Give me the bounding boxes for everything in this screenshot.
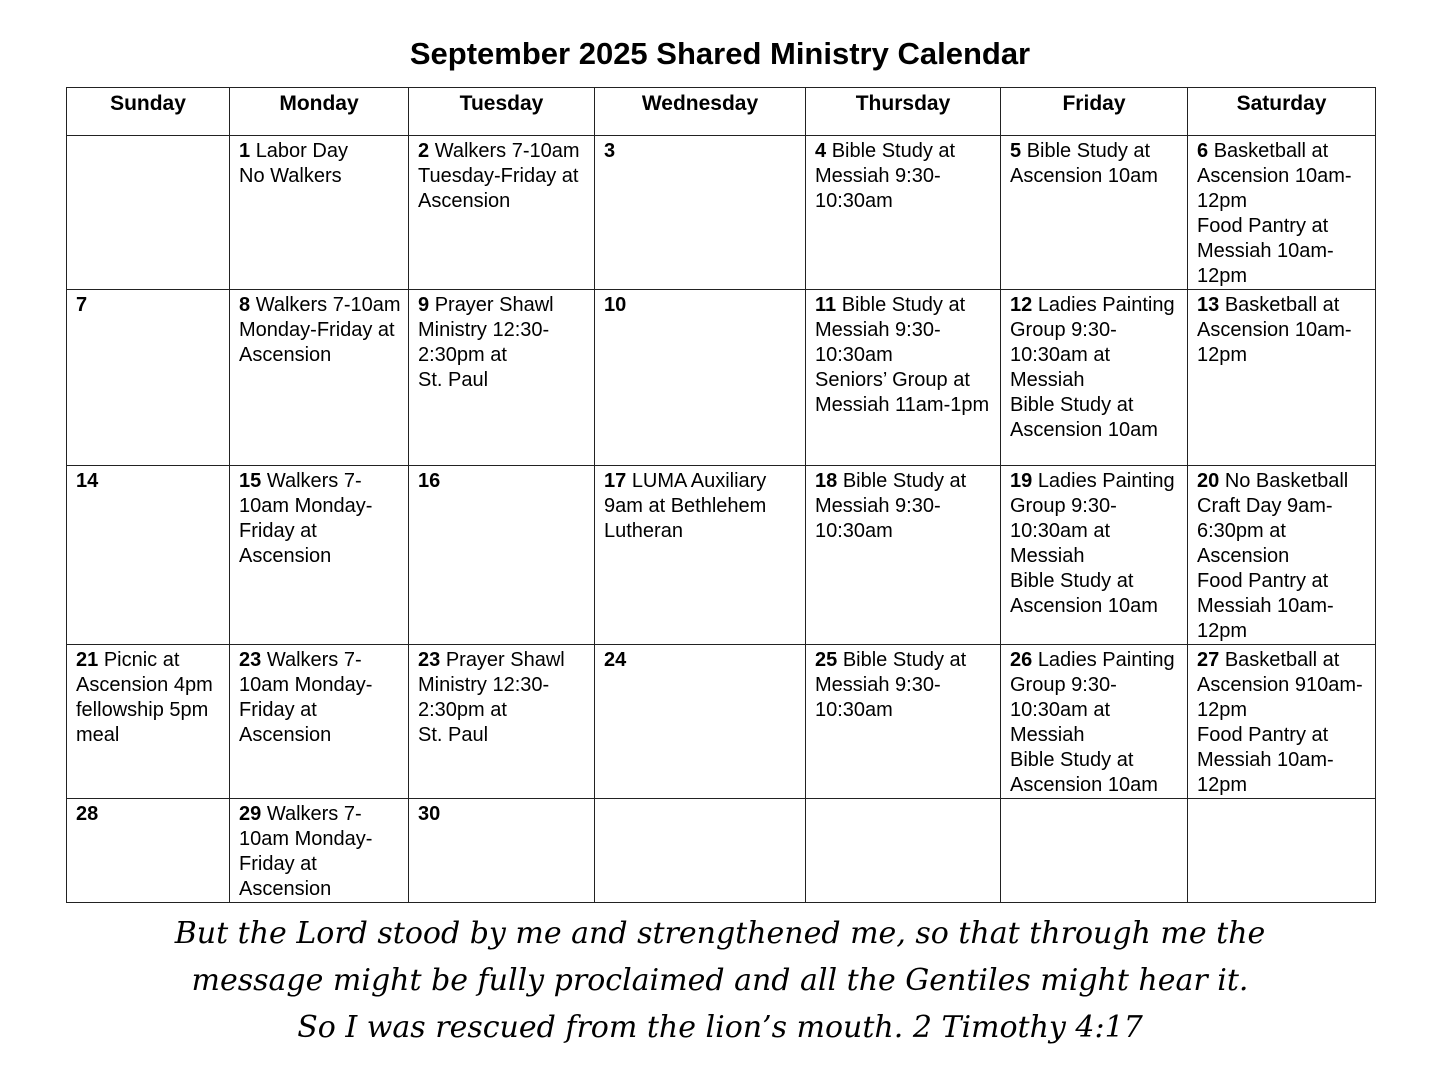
event-text: Walkers 7-10am Monday-Friday at Ascension [239,294,401,366]
week-row [67,290,1376,466]
calendar-grid [66,87,1376,903]
day-number: 12 [1010,294,1033,316]
day-cell [1188,290,1376,466]
day-number: 5 [1010,140,1022,162]
day-cell [1001,290,1188,466]
day-cell [1001,466,1188,645]
weekday-header: Thursday [806,88,1001,136]
event-text: St. Paul [418,369,489,391]
day-number: 11 [815,294,837,316]
day-cell [806,290,1001,466]
event-text: Walkers 7-10am Monday-Friday at Ascension [239,803,373,900]
event-text: Bible Study at Messiah 9:30-10:30am [815,649,967,721]
event-text: Ladies Painting Group 9:30-10:30am at Messiah [1010,294,1175,391]
weekday-header: Friday [1001,88,1188,136]
day-cell [595,645,806,799]
event-text: Walkers 7-10am Monday-Friday at Ascension [239,649,373,746]
event-text: Ladies Painting Group 9:30-10:30am at Messiah [1010,649,1175,746]
day-number: 29 [239,803,262,825]
event-text: Bible Study at Messiah 9:30-10:30am [815,294,966,366]
day-number: 7 [76,294,88,316]
event-text: Walkers 7-10am Tuesday-Friday at Ascension [418,140,580,212]
day-number: 23 [418,649,441,671]
week-row [67,136,1376,290]
event-text: No Walkers [239,165,342,187]
day-cell [806,799,1001,903]
day-number: 1 [239,140,251,162]
day-number: 26 [1010,649,1033,671]
day-number: 21 [76,649,99,671]
day-number: 2 [418,140,430,162]
event-text: LUMA Auxiliary 9am at Bethlehem Lutheran [604,470,767,542]
day-cell [67,799,230,903]
day-cell [409,466,595,645]
event-text: Walkers 7-10am Monday-Friday at Ascension [239,470,373,567]
event-text: St. Paul [418,724,489,746]
day-cell [806,466,1001,645]
day-cell [230,136,409,290]
event-text: Picnic at Ascension 4pm fellowship 5pm meal [76,649,213,746]
day-cell [230,645,409,799]
verse-line: So I was rescued from the lion’s mouth. 2 Timothy 4:17 [297,1010,1143,1045]
week-row [67,645,1376,799]
day-number: 16 [418,470,441,492]
week-row [67,799,1376,903]
day-number: 13 [1197,294,1220,316]
verse-line: message might be fully proclaimed and all the Gentiles might hear it. [191,963,1249,998]
day-cell [1001,645,1188,799]
weekday-header: Saturday [1188,88,1376,136]
day-cell [806,645,1001,799]
event-text: Basketball at Ascension 10am-12pm [1197,294,1352,366]
day-cell [67,290,230,466]
day-number: 14 [76,470,99,492]
day-cell [1188,136,1376,290]
weekday-header: Monday [230,88,409,136]
event-text: No Basketball [1224,470,1349,492]
day-cell [409,799,595,903]
event-text: Food Pantry at Messiah 10am-12pm [1197,570,1334,642]
event-text: Bible Study at Messiah 9:30-10:30am [815,470,967,542]
event-text: Bible Study at Ascension 10am [1010,140,1158,187]
event-text: Bible Study at Ascension 10am [1010,394,1158,441]
event-text: Prayer Shawl Ministry 12:30-2:30pm at [418,294,554,366]
day-cell [230,290,409,466]
scripture-verse [0,910,1440,1051]
week-row [67,466,1376,645]
day-number: 30 [418,803,441,825]
day-cell [1001,799,1188,903]
day-number: 9 [418,294,430,316]
day-number: 6 [1197,140,1209,162]
day-cell [595,466,806,645]
verse-line: But the Lord stood by me and strengthened me, so that through me the [174,916,1266,951]
day-cell [595,136,806,290]
event-text: Food Pantry at Messiah 10am-12pm [1197,215,1334,287]
day-cell [595,290,806,466]
event-text: Bible Study at Messiah 9:30-10:30am [815,140,956,212]
day-number: 19 [1010,470,1033,492]
day-number: 18 [815,470,838,492]
day-number: 20 [1197,470,1220,492]
page-title: September 2025 Shared Ministry Calendar [409,36,1031,71]
day-number: 25 [815,649,838,671]
day-number: 28 [76,803,99,825]
day-cell [230,466,409,645]
day-number: 15 [239,470,262,492]
day-number: 10 [604,294,627,316]
event-text: Labor Day [255,140,348,162]
weekday-header: Sunday [67,88,230,136]
day-cell [1188,466,1376,645]
day-cell [67,466,230,645]
day-cell [409,645,595,799]
event-text: Prayer Shawl Ministry 12:30-2:30pm at [418,649,565,721]
event-text: Seniors’ Group at Messiah 11am-1pm [815,369,990,416]
day-number: 8 [239,294,251,316]
day-cell [67,645,230,799]
day-cell [1188,799,1376,903]
day-cell [409,290,595,466]
weekday-header: Tuesday [409,88,595,136]
event-text: Craft Day 9am-6:30pm at Ascension [1197,495,1333,567]
day-cell [806,136,1001,290]
event-text: Ladies Painting Group 9:30-10:30am at Messiah [1010,470,1175,567]
event-text: Bible Study at Ascension 10am [1010,749,1158,796]
day-number: 4 [815,140,827,162]
event-text: Basketball at Ascension 10am-12pm [1197,140,1352,212]
day-cell [409,136,595,290]
day-cell [1001,136,1188,290]
day-cell [595,799,806,903]
event-text: Bible Study at Ascension 10am [1010,570,1158,617]
event-text: Food Pantry at Messiah 10am-12pm [1197,724,1334,796]
day-number: 17 [604,470,627,492]
event-text: Basketball at Ascension 910am-12pm [1197,649,1363,721]
day-number: 23 [239,649,262,671]
day-cell [1188,645,1376,799]
weekday-header: Wednesday [595,88,806,136]
day-number: 24 [604,649,627,671]
day-number: 27 [1197,649,1220,671]
day-number: 3 [604,140,616,162]
day-cell [230,799,409,903]
weekday-header-row [67,88,1376,136]
day-cell [67,136,230,290]
